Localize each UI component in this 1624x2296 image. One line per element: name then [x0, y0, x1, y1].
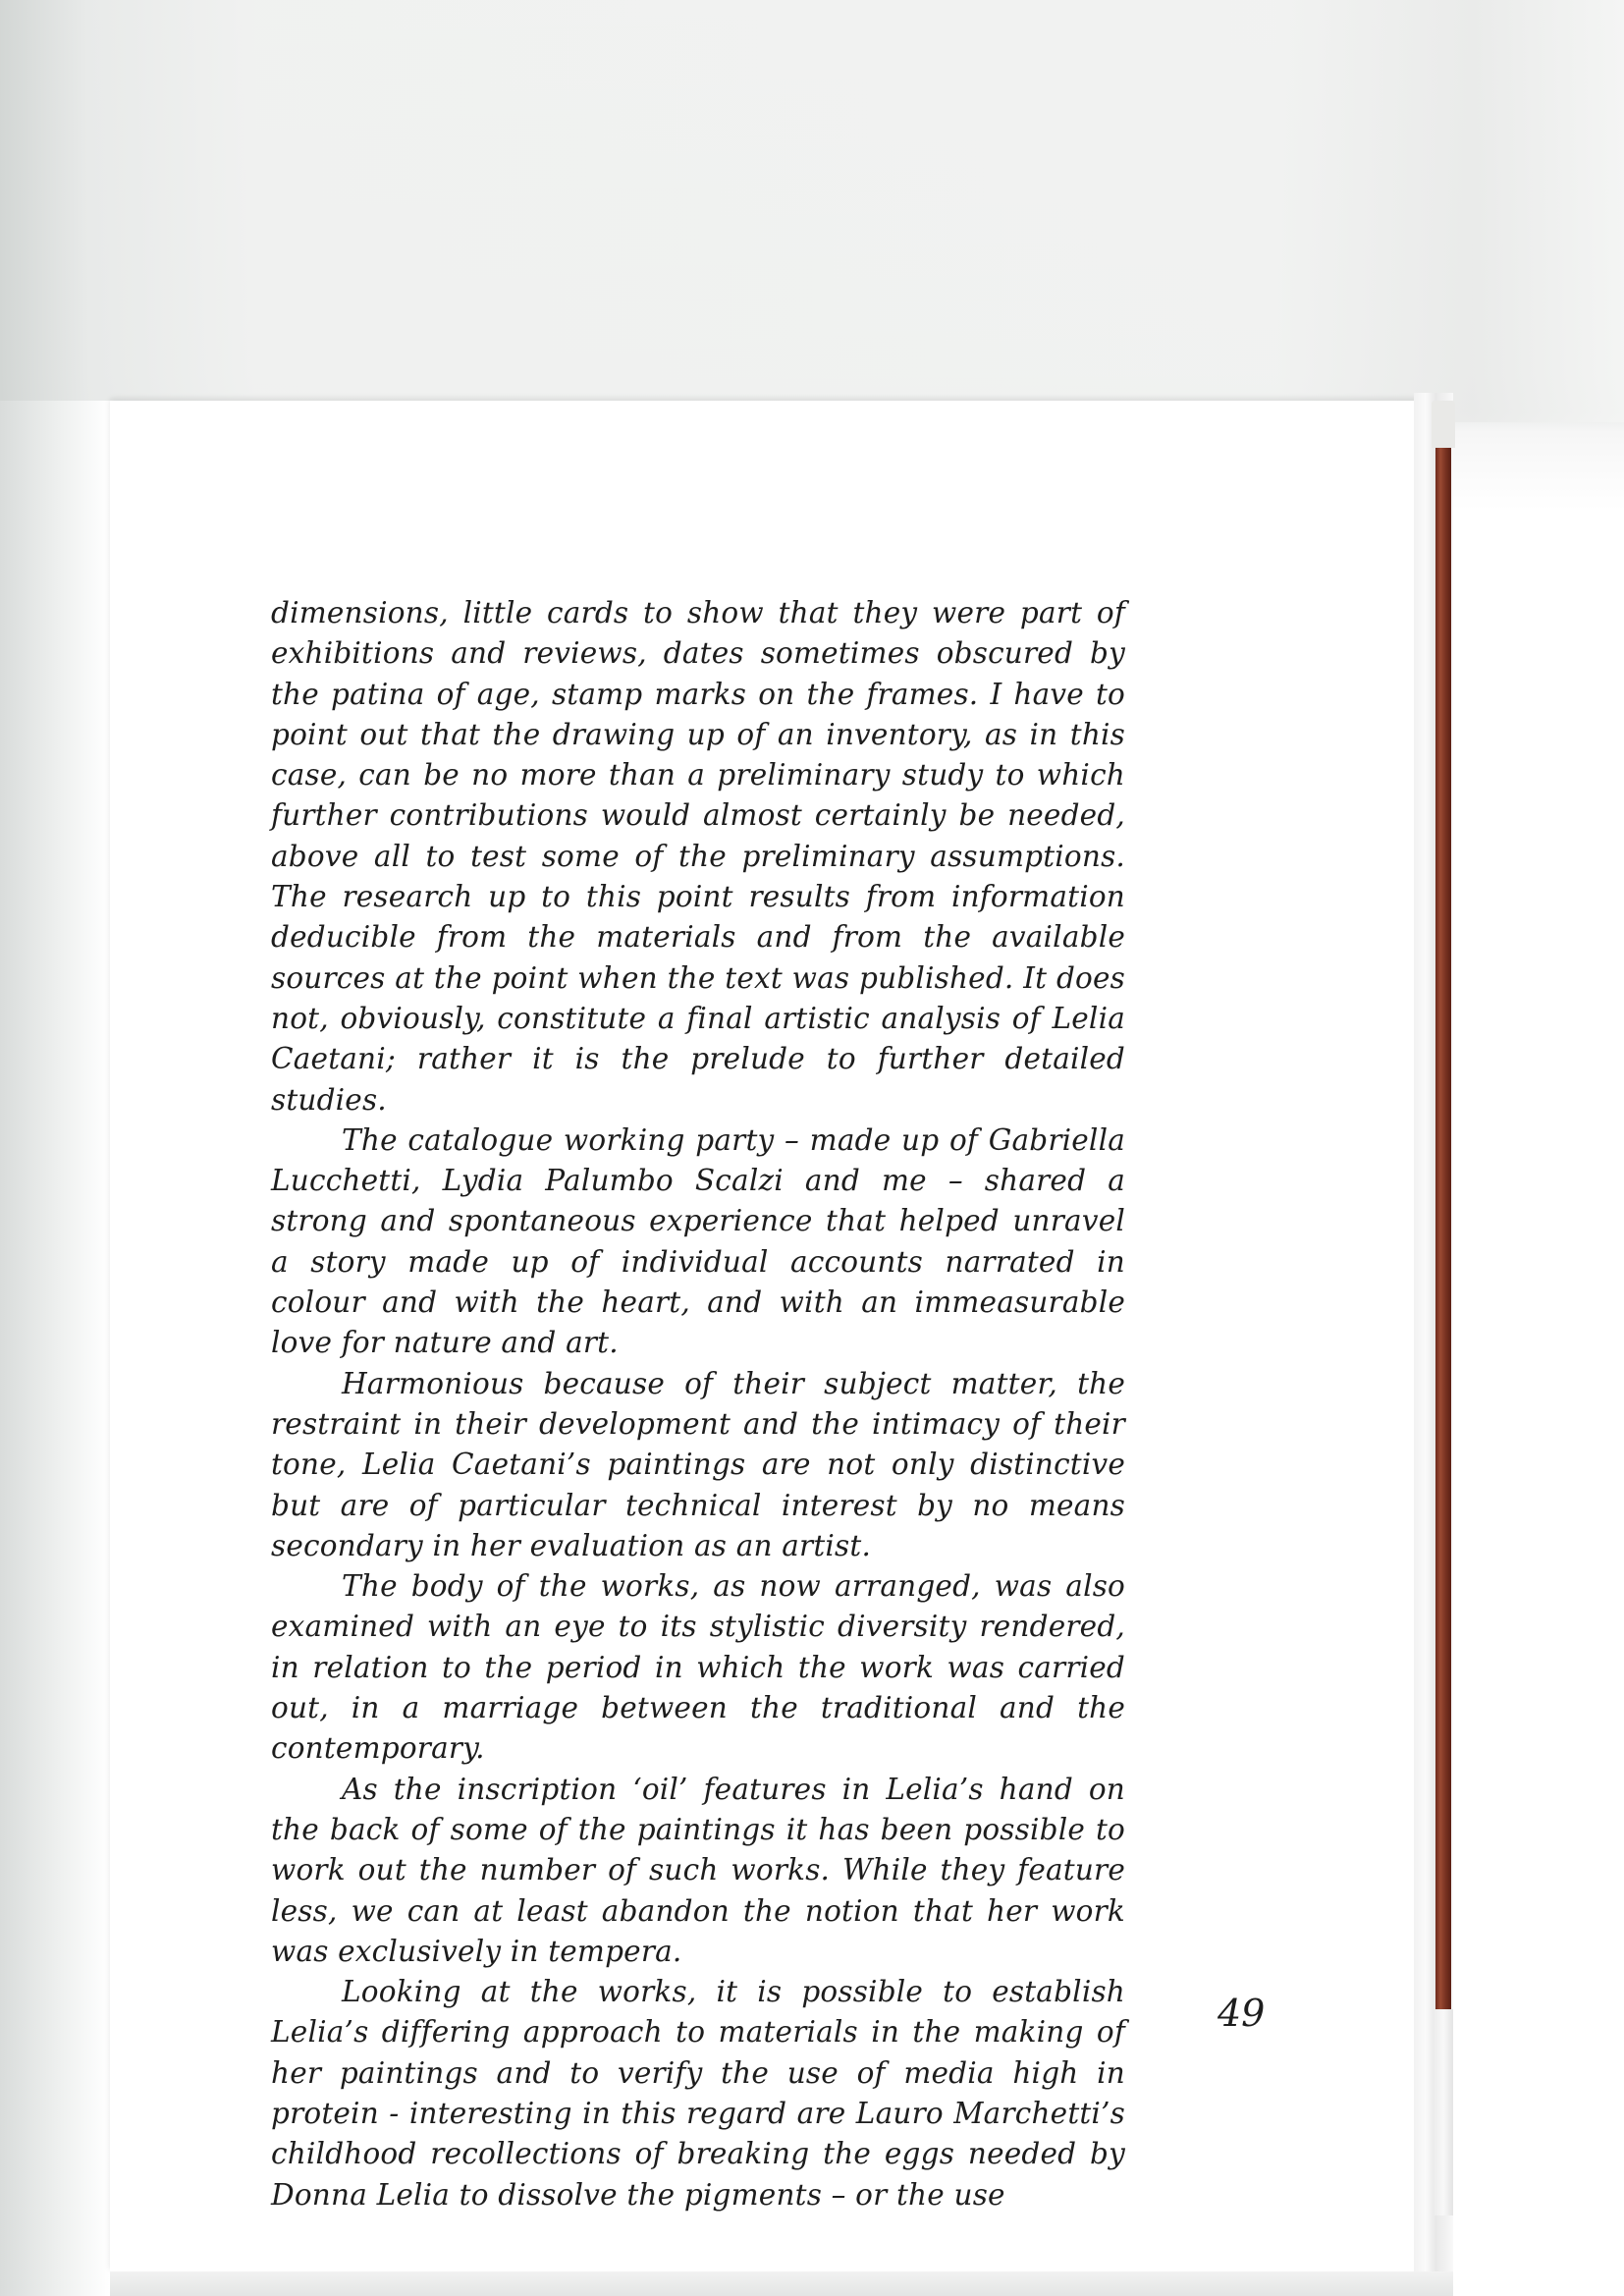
paragraph-4: The body of the works, as now arranged, was also examined with an eye to its stylistic diversity rendered, in relation to the period in which the work was carried out, in a marriage between the traditional and the contemporary.	[271, 1569, 1125, 1766]
spine-foot	[1434, 2009, 1453, 2215]
paragraph-5: As the inscription ‘oil’ features in Lelia’s hand on the back of some of the paintings it has been possible to work out the number of such works. While they feature less, we can at least abandon the notion that her work was exclusively in tempera.	[271, 1772, 1125, 1968]
paragraph-1: dimensions, little cards to show that they were part of exhibitions and reviews, dates sometimes obscured by the patina of age, stamp marks on the frames. I have to point out that the drawing up of an inventory, as in this case, can be no more than a preliminary study to which further contributions would almost certainly be needed, above all to test some of the preliminary assumptions. The research up to this point results from information deducible from the materials and from the available sources at the point when the text was published. It does not, obviously, constitute a final artistic analysis of Lelia Caetani; rather it is the prelude to further detailed studies.	[271, 596, 1125, 1117]
spine-cap	[1432, 401, 1455, 448]
paragraph-3: Harmonious because of their subject matter, the restraint in their development and the intimacy of their tone, Lelia Caetani’s paintings are not only distinctive but are of particular technical interest by no means secondary in her evaluation as an artist.	[271, 1366, 1125, 1562]
scanner-shadow	[0, 0, 1624, 422]
bottom-edge	[110, 2271, 1453, 2296]
paragraph-2: The catalogue working party – made up of Gabriella Lucchetti, Lydia Palumbo Scalzi and me – shared a strong and spontaneous experience that helped unravel a story made up of individual accounts narrated in colour and with the heart, and with an immeasurable love for nature and art.	[271, 1122, 1125, 1360]
paragraph-6: Looking at the works, it is possible to establish Lelia’s differing approach to materials in the making of her paintings and to verify the use of media high in protein - interesting in this regard are Lauro Marchetti’s childhood recollections of breaking the eggs needed by Donna Lelia to dissolve the pigments – or the use	[271, 1975, 1125, 2212]
page-number: 49	[1218, 1992, 1266, 2035]
body-text	[271, 593, 1125, 2215]
book-spine	[1435, 448, 1451, 2009]
left-page-gutter	[0, 401, 110, 2296]
